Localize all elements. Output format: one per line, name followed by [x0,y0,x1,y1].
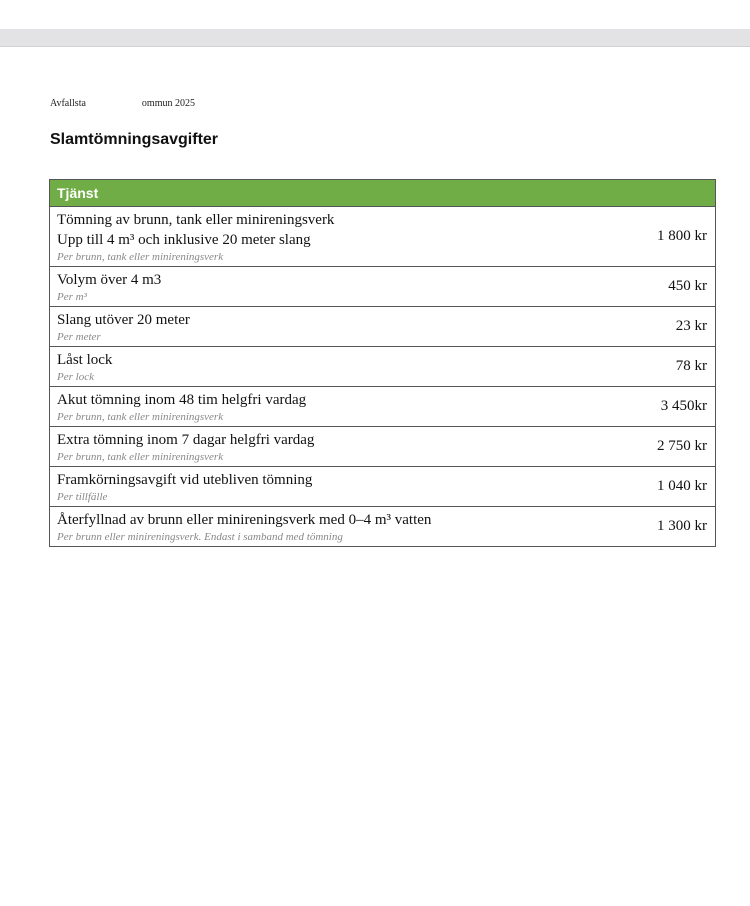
service-note: Per brunn, tank eller minireningsverk [57,411,224,423]
table-row [50,467,716,507]
price-cell: 1 040 kr [586,467,716,507]
service-note: Per brunn eller minireningsverk. Endast i samband med tömning [57,531,343,543]
service-name: Framkörningsavgift vid utebliven tömning [57,472,313,488]
service-note: Per brunn, tank eller minireningsverk [57,451,224,463]
table-row [50,347,716,387]
service-cell [50,347,587,387]
service-cell [50,467,587,507]
service-cell [50,507,587,547]
service-name: Slang utöver 20 meter [57,312,190,328]
service-note: Per lock [57,371,94,383]
table-row [50,307,716,347]
header-left-text: Avfallsta [50,98,86,109]
service-cell [50,267,587,307]
table-row [50,387,716,427]
service-note: Per brunn, tank eller minireningsverk [57,251,224,263]
table-row [50,427,716,467]
fee-table [49,179,716,547]
service-cell [50,387,587,427]
price-cell: 1 800 kr [586,207,716,267]
service-cell [50,207,587,267]
price-cell: 450 kr [586,267,716,307]
service-name: Tömning av brunn, tank eller minireningsverk [57,212,335,228]
price-cell: 78 kr [586,347,716,387]
service-note: Per meter [57,331,101,343]
service-name: Extra tömning inom 7 dagar helgfri vardag [57,432,315,448]
price-cell: 1 300 kr [586,507,716,547]
viewer-top-bar [0,29,750,47]
header-right-text: ommun 2025 [141,98,195,109]
price-cell: 23 kr [586,307,716,347]
table-row [50,207,716,267]
service-name: Akut tömning inom 48 tim helgfri vardag [57,392,307,408]
service-note: Per m³ [57,291,87,303]
service-name: Återfyllnad av brunn eller minireningsverk med 0–4 m³ vatten [57,512,432,528]
redacted-text [87,97,139,108]
service-cell [50,307,587,347]
service-name: Låst lock [57,352,113,368]
service-note: Per tillfälle [57,491,108,503]
service-name: Volym över 4 m3 [57,272,162,288]
table-header-row [50,180,716,207]
document-header [50,97,195,109]
service-cell [50,427,587,467]
table-row [50,267,716,307]
column-header-service: Tjänst [50,180,716,207]
service-name-line-2: Upp till 4 m³ och inklusive 20 meter slang [57,232,311,248]
price-cell: 3 450kr [586,387,716,427]
page-title: Slamtömningsavgifter [50,131,219,148]
table-row [50,507,716,547]
price-cell: 2 750 kr [586,427,716,467]
